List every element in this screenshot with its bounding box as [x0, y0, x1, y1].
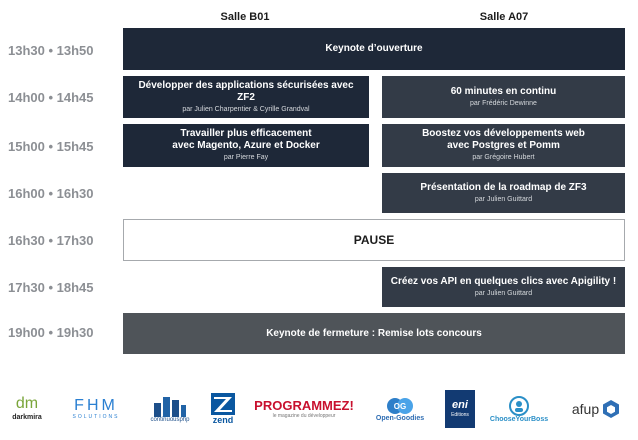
- svg-text:OG: OG: [393, 401, 407, 411]
- session-title: Keynote de fermeture : Remise lots concours: [266, 327, 482, 339]
- eni-badge: [445, 390, 475, 428]
- continuousphp-name: continuousphp: [150, 416, 190, 423]
- time-label: 17h30 • 18h45: [8, 280, 94, 295]
- fhm-name: FHM: [74, 396, 118, 414]
- logo-programmez[interactable]: [253, 388, 355, 430]
- session-title: Boostez vos développements web avec Postgres et Pomm: [422, 128, 585, 151]
- session-speaker: par Julien Charpentier & Cyrille Grandval: [182, 105, 310, 113]
- session-pause[interactable]: [123, 219, 625, 261]
- eni-name: Editions: [451, 412, 469, 418]
- programmez-name: PROGRAMMEZ!: [254, 397, 354, 413]
- session-a07-1730[interactable]: [382, 267, 625, 307]
- logo-open-goodies[interactable]: [370, 388, 430, 430]
- session-a07-1400[interactable]: [382, 76, 625, 118]
- time-label: 19h00 • 19h30: [8, 325, 94, 340]
- session-keynote-closing[interactable]: [123, 313, 625, 354]
- room-header-b01: Salle B01: [220, 11, 270, 23]
- darkmira-mark: dm: [15, 395, 39, 412]
- session-b01-1500[interactable]: [123, 124, 369, 167]
- session-keynote-opening[interactable]: [123, 28, 625, 70]
- session-speaker: par Pierre Fay: [223, 154, 269, 161]
- time-label: 16h30 • 17h30: [8, 233, 94, 248]
- logo-zend[interactable]: [205, 388, 241, 430]
- session-speaker: par Julien Guittard: [474, 195, 533, 203]
- open-goodies-icon: [385, 397, 415, 415]
- logo-chooseyourboss[interactable]: [487, 388, 551, 430]
- session-title: Keynote d’ouverture: [325, 43, 423, 54]
- session-a07-1600[interactable]: [382, 173, 625, 213]
- afup-icon: [602, 399, 620, 419]
- logo-eni-editions[interactable]: [444, 388, 476, 430]
- continuousphp-icon: [152, 395, 188, 417]
- session-a07-1500[interactable]: [382, 124, 625, 167]
- session-title: Créez vos API en quelques clics avec Apigility !: [390, 275, 617, 287]
- session-title: PAUSE: [353, 233, 395, 247]
- room-header-a07: Salle A07: [479, 11, 529, 23]
- programmez-sub: le magazine du développeur: [272, 412, 336, 419]
- chooseyourboss-name: ChooseYourBoss: [489, 415, 549, 423]
- time-label: 15h00 • 15h45: [8, 139, 94, 154]
- time-label: 16h00 • 16h30: [8, 186, 94, 201]
- session-title: Développer des applications sécurisées avec ZF2: [138, 79, 354, 103]
- zend-icon: [211, 393, 235, 415]
- time-label: 13h30 • 13h50: [8, 43, 94, 58]
- eni-mark: eni: [452, 399, 468, 411]
- logo-fhm-solutions[interactable]: [58, 388, 134, 430]
- logo-continuousphp[interactable]: [148, 388, 192, 430]
- darkmira-name: darkmira: [12, 414, 42, 421]
- session-speaker: par Frédéric Dewinne: [470, 99, 537, 107]
- chooseyourboss-icon: [506, 396, 532, 416]
- logo-afup[interactable]: [561, 388, 631, 430]
- time-label: 14h00 • 14h45: [8, 90, 94, 105]
- session-speaker: par Julien Guittard: [474, 289, 533, 297]
- zend-name: zend: [212, 415, 234, 425]
- sponsor-bar: [0, 388, 638, 434]
- logo-darkmira[interactable]: [6, 388, 48, 430]
- afup-name: afup: [571, 401, 600, 417]
- fhm-sub: SOLUTIONS: [72, 413, 120, 420]
- session-title: 60 minutes en continu: [450, 85, 557, 97]
- session-title: Présentation de la roadmap de ZF3: [420, 181, 587, 193]
- session-title: Travailler plus efficacement avec Magento, Azure et Docker: [172, 128, 320, 151]
- open-goodies-name: Open-Goodies: [375, 414, 425, 422]
- session-b01-1400[interactable]: [123, 76, 369, 118]
- session-speaker: par Grégoire Hubert: [472, 154, 535, 161]
